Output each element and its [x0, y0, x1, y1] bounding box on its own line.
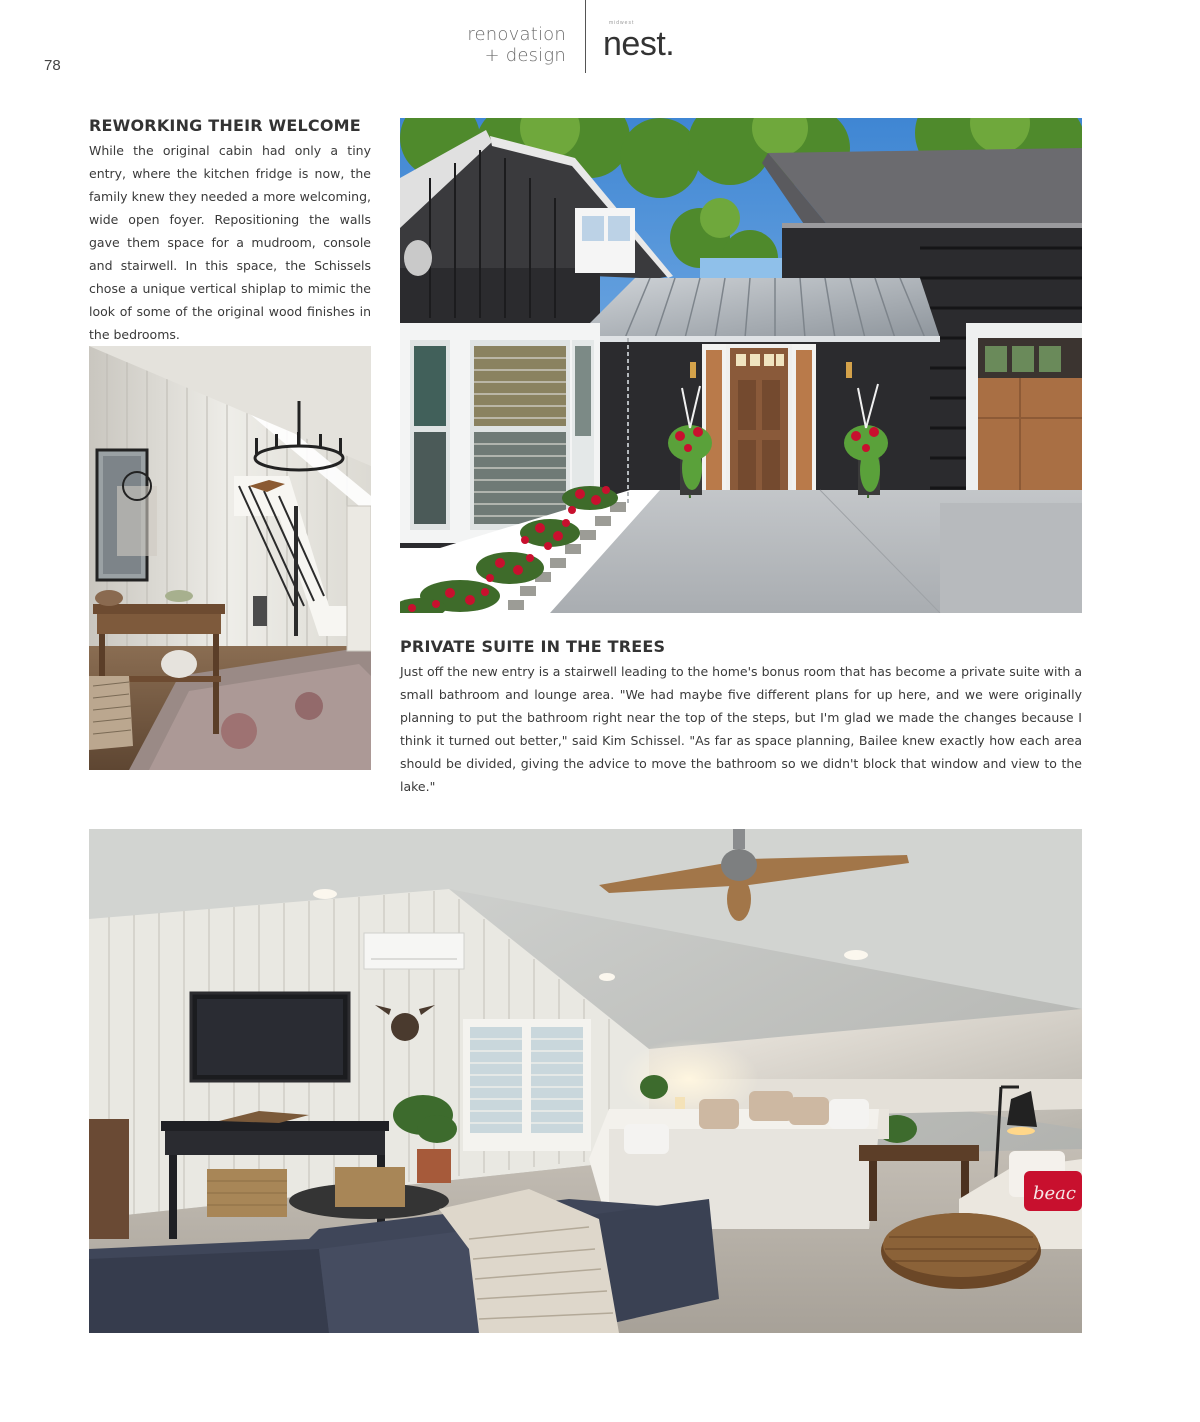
section-heading-private-suite: PRIVATE SUITE IN THE TREES	[400, 637, 666, 656]
brand-kicker: midwest	[609, 20, 635, 26]
pillow-text: beac	[1033, 1183, 1076, 1204]
brand-logo-block	[603, 20, 693, 70]
bonus-room-suite-photo	[89, 829, 1082, 1333]
brand-logo: nest.	[603, 25, 675, 63]
section-body-private-suite: Just off the new entry is a stairwell leading to the home's bonus room that has become a private suite with a small bathroom and lounge area. "We had maybe five different plans for up here, and we were originally planning to put the bathroom right near the top of the steps, but I'm glad we made the changes because I think it turned out better," said Kim Schissel. "As far as space planning, Bailee knew exactly how each area should be divided, giving the advice to move the bathroom so we didn't block that window and view to the lake."	[400, 664, 1082, 794]
section-label	[440, 24, 566, 66]
masthead-divider	[585, 0, 586, 73]
section-label-line1: renovation	[467, 24, 566, 45]
entry-foyer-photo	[89, 346, 371, 770]
exterior-entry-photo	[400, 118, 1082, 613]
section-heading-welcome: REWORKING THEIR WELCOME	[89, 116, 361, 135]
section-label-line2: + design	[484, 45, 566, 66]
section-body-welcome: While the original cabin had only a tiny entry, where the kitchen fridge is now, the family knew they needed a more welcoming, wide open foyer. Repositioning the walls gave them space for a mudroom, console and stairwell. In this space, the Schissels chose a unique vertical shiplap to mimic the look of some of the original wood finishes in the bedrooms.	[89, 143, 371, 342]
page-number: 78	[44, 57, 61, 74]
